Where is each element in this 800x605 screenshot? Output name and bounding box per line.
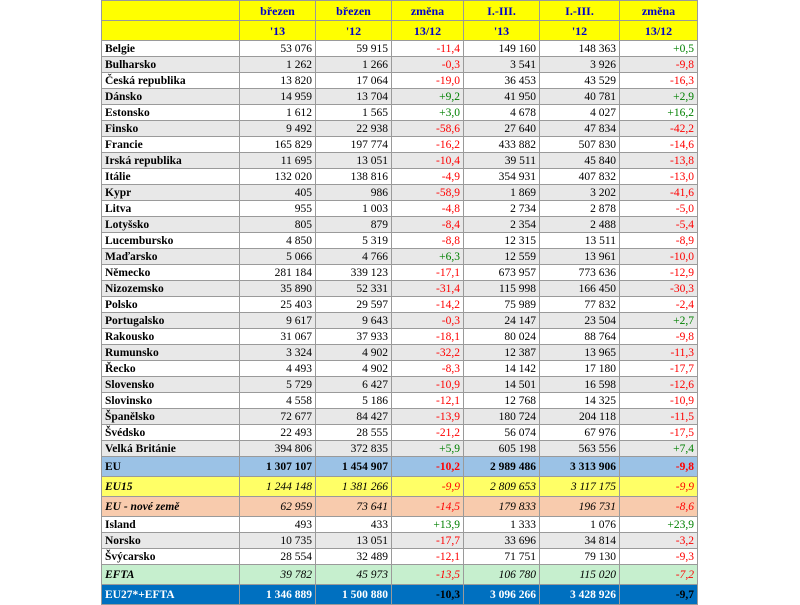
table-row <box>102 549 698 565</box>
country-name: Rakousko <box>102 329 240 345</box>
march-2013-value: 4 850 <box>240 233 316 249</box>
country-name: Finsko <box>102 121 240 137</box>
march-2013-value: 4 493 <box>240 361 316 377</box>
march-change-value: -58,9 <box>392 185 464 201</box>
march-2013-value: 1 346 889 <box>240 585 316 605</box>
march-change-value: -17,1 <box>392 265 464 281</box>
summary-row-eu27 <box>102 585 698 605</box>
ytd-2012-value: 407 832 <box>540 169 620 185</box>
march-2013-value: 53 076 <box>240 41 316 57</box>
march-change-value: -14,5 <box>392 497 464 517</box>
header-change-month-period: 13/12 <box>392 21 464 41</box>
march-change-value: -13,5 <box>392 565 464 585</box>
ytd-change-value: -9,8 <box>620 57 698 73</box>
march-2013-value: 955 <box>240 201 316 217</box>
table-row <box>102 281 698 297</box>
ytd-2012-value: 2 488 <box>540 217 620 233</box>
ytd-2012-value: 148 363 <box>540 41 620 57</box>
march-2012-value: 37 933 <box>316 329 392 345</box>
march-2012-value: 1 565 <box>316 105 392 121</box>
march-change-value: -31,4 <box>392 281 464 297</box>
march-2012-value: 28 555 <box>316 425 392 441</box>
march-2013-value: 1 262 <box>240 57 316 73</box>
header-ytd12: I.-III. <box>540 1 620 21</box>
ytd-change-value: -9,3 <box>620 549 698 565</box>
march-change-value: -9,9 <box>392 477 464 497</box>
march-change-value: -4,9 <box>392 169 464 185</box>
registrations-table-container <box>101 0 697 605</box>
header-ytd13: I.-III. <box>464 1 540 21</box>
country-name: Itálie <box>102 169 240 185</box>
march-2012-value: 4 902 <box>316 361 392 377</box>
ytd-2013-value: 71 751 <box>464 549 540 565</box>
march-change-value: -10,2 <box>392 457 464 477</box>
country-name: Belgie <box>102 41 240 57</box>
ytd-2013-value: 180 724 <box>464 409 540 425</box>
ytd-2013-value: 41 950 <box>464 89 540 105</box>
march-2013-value: 25 403 <box>240 297 316 313</box>
march-2012-value: 138 816 <box>316 169 392 185</box>
ytd-2012-value: 3 202 <box>540 185 620 201</box>
country-name: EU15 <box>102 477 240 497</box>
table-row <box>102 89 698 105</box>
ytd-2012-value: 2 878 <box>540 201 620 217</box>
ytd-change-value: -9,8 <box>620 329 698 345</box>
ytd-2012-value: 3 117 175 <box>540 477 620 497</box>
ytd-2013-value: 75 989 <box>464 297 540 313</box>
march-2012-value: 5 319 <box>316 233 392 249</box>
table-row <box>102 217 698 233</box>
ytd-2013-value: 433 882 <box>464 137 540 153</box>
ytd-2013-value: 56 074 <box>464 425 540 441</box>
ytd-2012-value: 3 428 926 <box>540 585 620 605</box>
table-row <box>102 201 698 217</box>
ytd-2012-value: 88 764 <box>540 329 620 345</box>
ytd-2013-value: 12 387 <box>464 345 540 361</box>
ytd-change-value: -17,7 <box>620 361 698 377</box>
ytd-change-value: +16,2 <box>620 105 698 121</box>
header-row-2 <box>102 21 698 41</box>
country-name: EU27*+EFTA <box>102 585 240 605</box>
march-2013-value: 3 324 <box>240 345 316 361</box>
table-row <box>102 361 698 377</box>
country-name: Lucembursko <box>102 233 240 249</box>
summary-row-efta <box>102 565 698 585</box>
table-body <box>102 41 698 605</box>
ytd-2012-value: 43 529 <box>540 73 620 89</box>
march-change-value: -18,1 <box>392 329 464 345</box>
table-row <box>102 409 698 425</box>
march-2012-value: 13 051 <box>316 533 392 549</box>
march-change-value: -12,1 <box>392 393 464 409</box>
march-2012-value: 4 902 <box>316 345 392 361</box>
table-row <box>102 313 698 329</box>
march-change-value: +9,2 <box>392 89 464 105</box>
ytd-change-value: +23,9 <box>620 517 698 533</box>
march-2013-value: 62 959 <box>240 497 316 517</box>
march-change-value: -17,7 <box>392 533 464 549</box>
march-2012-value: 1 003 <box>316 201 392 217</box>
table-row <box>102 441 698 457</box>
header-ytd12-year: '12 <box>540 21 620 41</box>
ytd-2013-value: 179 833 <box>464 497 540 517</box>
ytd-2012-value: 23 504 <box>540 313 620 329</box>
ytd-change-value: -11,5 <box>620 409 698 425</box>
country-name: Velká Británie <box>102 441 240 457</box>
table-row <box>102 121 698 137</box>
march-2013-value: 9 492 <box>240 121 316 137</box>
ytd-change-value: -16,3 <box>620 73 698 89</box>
country-name: Švédsko <box>102 425 240 441</box>
ytd-change-value: -12,9 <box>620 265 698 281</box>
ytd-2012-value: 40 781 <box>540 89 620 105</box>
summary-row-new <box>102 497 698 517</box>
country-name: EFTA <box>102 565 240 585</box>
table-row <box>102 329 698 345</box>
march-2012-value: 1 454 907 <box>316 457 392 477</box>
table-row <box>102 153 698 169</box>
ytd-2012-value: 115 020 <box>540 565 620 585</box>
march-change-value: -4,8 <box>392 201 464 217</box>
march-2013-value: 13 820 <box>240 73 316 89</box>
march-2013-value: 31 067 <box>240 329 316 345</box>
header-country-sub <box>102 21 240 41</box>
ytd-change-value: -9,9 <box>620 477 698 497</box>
march-2012-value: 13 051 <box>316 153 392 169</box>
march-2012-value: 73 641 <box>316 497 392 517</box>
march-2013-value: 14 959 <box>240 89 316 105</box>
march-change-value: -16,2 <box>392 137 464 153</box>
march-2012-value: 52 331 <box>316 281 392 297</box>
march-2012-value: 17 064 <box>316 73 392 89</box>
march-change-value: -8,3 <box>392 361 464 377</box>
march-change-value: -14,2 <box>392 297 464 313</box>
country-name: Španělsko <box>102 409 240 425</box>
ytd-2013-value: 1 869 <box>464 185 540 201</box>
ytd-2013-value: 24 147 <box>464 313 540 329</box>
ytd-change-value: -3,2 <box>620 533 698 549</box>
ytd-2012-value: 1 076 <box>540 517 620 533</box>
header-country <box>102 1 240 21</box>
march-2013-value: 5 066 <box>240 249 316 265</box>
country-name: Nizozemsko <box>102 281 240 297</box>
march-change-value: -13,9 <box>392 409 464 425</box>
march-2012-value: 1 266 <box>316 57 392 73</box>
ytd-change-value: -42,2 <box>620 121 698 137</box>
table-row <box>102 137 698 153</box>
country-name: Řecko <box>102 361 240 377</box>
march-change-value: -12,1 <box>392 549 464 565</box>
ytd-2012-value: 13 965 <box>540 345 620 361</box>
march-2013-value: 405 <box>240 185 316 201</box>
march-change-value: -0,3 <box>392 57 464 73</box>
march-change-value: -32,2 <box>392 345 464 361</box>
ytd-2012-value: 563 556 <box>540 441 620 457</box>
ytd-2013-value: 115 998 <box>464 281 540 297</box>
table-row <box>102 185 698 201</box>
march-2013-value: 1 307 107 <box>240 457 316 477</box>
country-name: Bulharsko <box>102 57 240 73</box>
march-change-value: +6,3 <box>392 249 464 265</box>
ytd-change-value: -13,8 <box>620 153 698 169</box>
ytd-change-value: -9,7 <box>620 585 698 605</box>
ytd-change-value: -41,6 <box>620 185 698 201</box>
summary-row-eu <box>102 457 698 477</box>
ytd-2013-value: 12 559 <box>464 249 540 265</box>
table-row <box>102 533 698 549</box>
table-row <box>102 169 698 185</box>
table-row <box>102 517 698 533</box>
country-name: Lotyšsko <box>102 217 240 233</box>
ytd-change-value: +2,7 <box>620 313 698 329</box>
country-name: Estonsko <box>102 105 240 121</box>
header-mar13-year: '13 <box>240 21 316 41</box>
country-name: Švýcarsko <box>102 549 240 565</box>
march-2012-value: 9 643 <box>316 313 392 329</box>
march-2012-value: 6 427 <box>316 377 392 393</box>
ytd-change-value: -8,9 <box>620 233 698 249</box>
country-name: Rumunsko <box>102 345 240 361</box>
table-row <box>102 297 698 313</box>
summary-row-eu15 <box>102 477 698 497</box>
march-change-value: +5,9 <box>392 441 464 457</box>
march-2012-value: 1 500 880 <box>316 585 392 605</box>
ytd-change-value: +0,5 <box>620 41 698 57</box>
header-ytd13-year: '13 <box>464 21 540 41</box>
march-change-value: -8,4 <box>392 217 464 233</box>
march-2012-value: 5 186 <box>316 393 392 409</box>
header-mar13: březen <box>240 1 316 21</box>
march-change-value: -10,3 <box>392 585 464 605</box>
ytd-change-value: +2,9 <box>620 89 698 105</box>
march-change-value: -10,9 <box>392 377 464 393</box>
ytd-change-value: -12,6 <box>620 377 698 393</box>
ytd-2012-value: 773 636 <box>540 265 620 281</box>
ytd-2013-value: 39 511 <box>464 153 540 169</box>
ytd-2013-value: 12 768 <box>464 393 540 409</box>
ytd-change-value: -5,0 <box>620 201 698 217</box>
march-2013-value: 10 735 <box>240 533 316 549</box>
ytd-2012-value: 3 313 906 <box>540 457 620 477</box>
ytd-2013-value: 2 809 653 <box>464 477 540 497</box>
march-2013-value: 72 677 <box>240 409 316 425</box>
march-2013-value: 9 617 <box>240 313 316 329</box>
march-2013-value: 28 554 <box>240 549 316 565</box>
ytd-2013-value: 605 198 <box>464 441 540 457</box>
march-2013-value: 394 806 <box>240 441 316 457</box>
march-2013-value: 35 890 <box>240 281 316 297</box>
ytd-2013-value: 673 957 <box>464 265 540 281</box>
ytd-2013-value: 36 453 <box>464 73 540 89</box>
country-name: Irská republika <box>102 153 240 169</box>
ytd-2012-value: 45 840 <box>540 153 620 169</box>
country-name: Polsko <box>102 297 240 313</box>
ytd-change-value: -2,4 <box>620 297 698 313</box>
ytd-change-value: -11,3 <box>620 345 698 361</box>
march-2012-value: 339 123 <box>316 265 392 281</box>
march-change-value: -10,4 <box>392 153 464 169</box>
country-name: Island <box>102 517 240 533</box>
ytd-change-value: -10,0 <box>620 249 698 265</box>
ytd-2013-value: 27 640 <box>464 121 540 137</box>
ytd-2012-value: 196 731 <box>540 497 620 517</box>
ytd-2012-value: 3 926 <box>540 57 620 73</box>
ytd-2012-value: 67 976 <box>540 425 620 441</box>
ytd-2012-value: 47 834 <box>540 121 620 137</box>
ytd-change-value: +7,4 <box>620 441 698 457</box>
march-2012-value: 986 <box>316 185 392 201</box>
march-2012-value: 32 489 <box>316 549 392 565</box>
march-2012-value: 59 915 <box>316 41 392 57</box>
country-name: Německo <box>102 265 240 281</box>
table-row <box>102 73 698 89</box>
ytd-2013-value: 2 989 486 <box>464 457 540 477</box>
country-name: Slovensko <box>102 377 240 393</box>
march-change-value: -8,8 <box>392 233 464 249</box>
header-change-ytd: změna <box>620 1 698 21</box>
ytd-change-value: -5,4 <box>620 217 698 233</box>
ytd-2012-value: 13 511 <box>540 233 620 249</box>
ytd-2012-value: 79 130 <box>540 549 620 565</box>
ytd-2013-value: 2 354 <box>464 217 540 233</box>
ytd-2012-value: 4 027 <box>540 105 620 121</box>
ytd-2012-value: 34 814 <box>540 533 620 549</box>
march-2013-value: 281 184 <box>240 265 316 281</box>
ytd-2013-value: 14 501 <box>464 377 540 393</box>
march-2012-value: 13 704 <box>316 89 392 105</box>
ytd-change-value: -17,5 <box>620 425 698 441</box>
ytd-2012-value: 166 450 <box>540 281 620 297</box>
ytd-change-value: -30,3 <box>620 281 698 297</box>
ytd-2012-value: 507 830 <box>540 137 620 153</box>
header-row-1 <box>102 1 698 21</box>
ytd-2013-value: 354 931 <box>464 169 540 185</box>
table-row <box>102 57 698 73</box>
country-name: EU <box>102 457 240 477</box>
header-change-month: změna <box>392 1 464 21</box>
march-2013-value: 165 829 <box>240 137 316 153</box>
country-name: Norsko <box>102 533 240 549</box>
march-2012-value: 29 597 <box>316 297 392 313</box>
ytd-2013-value: 4 678 <box>464 105 540 121</box>
table-row <box>102 425 698 441</box>
table-row <box>102 233 698 249</box>
march-2012-value: 1 381 266 <box>316 477 392 497</box>
march-2012-value: 4 766 <box>316 249 392 265</box>
header-change-ytd-period: 13/12 <box>620 21 698 41</box>
march-2012-value: 45 973 <box>316 565 392 585</box>
march-2013-value: 132 020 <box>240 169 316 185</box>
march-change-value: -19,0 <box>392 73 464 89</box>
march-change-value: -0,3 <box>392 313 464 329</box>
table-row <box>102 265 698 281</box>
ytd-2013-value: 1 333 <box>464 517 540 533</box>
ytd-2012-value: 17 180 <box>540 361 620 377</box>
march-2013-value: 1 612 <box>240 105 316 121</box>
ytd-2012-value: 204 118 <box>540 409 620 425</box>
table-row <box>102 41 698 57</box>
ytd-change-value: -14,6 <box>620 137 698 153</box>
header-mar12: březen <box>316 1 392 21</box>
march-2013-value: 11 695 <box>240 153 316 169</box>
registrations-table <box>101 0 698 605</box>
ytd-2013-value: 33 696 <box>464 533 540 549</box>
ytd-2013-value: 14 142 <box>464 361 540 377</box>
table-row <box>102 105 698 121</box>
ytd-2013-value: 3 096 266 <box>464 585 540 605</box>
ytd-2013-value: 3 541 <box>464 57 540 73</box>
march-2013-value: 22 493 <box>240 425 316 441</box>
ytd-2012-value: 77 832 <box>540 297 620 313</box>
table-row <box>102 345 698 361</box>
march-2013-value: 5 729 <box>240 377 316 393</box>
ytd-change-value: -10,9 <box>620 393 698 409</box>
march-change-value: -11,4 <box>392 41 464 57</box>
ytd-change-value: -13,0 <box>620 169 698 185</box>
header-mar12-year: '12 <box>316 21 392 41</box>
march-change-value: +3,0 <box>392 105 464 121</box>
country-name: Portugalsko <box>102 313 240 329</box>
country-name: EU - nové země <box>102 497 240 517</box>
country-name: Dánsko <box>102 89 240 105</box>
country-name: Česká republika <box>102 73 240 89</box>
ytd-2012-value: 13 961 <box>540 249 620 265</box>
table-row <box>102 393 698 409</box>
march-2013-value: 4 558 <box>240 393 316 409</box>
march-change-value: -21,2 <box>392 425 464 441</box>
country-name: Slovinsko <box>102 393 240 409</box>
march-2012-value: 22 938 <box>316 121 392 137</box>
march-2013-value: 39 782 <box>240 565 316 585</box>
table-row <box>102 377 698 393</box>
ytd-2013-value: 12 315 <box>464 233 540 249</box>
ytd-2012-value: 16 598 <box>540 377 620 393</box>
march-change-value: +13,9 <box>392 517 464 533</box>
ytd-change-value: -8,6 <box>620 497 698 517</box>
country-name: Kypr <box>102 185 240 201</box>
ytd-change-value: -7,2 <box>620 565 698 585</box>
march-2012-value: 879 <box>316 217 392 233</box>
march-2013-value: 805 <box>240 217 316 233</box>
table-row <box>102 249 698 265</box>
ytd-2013-value: 149 160 <box>464 41 540 57</box>
march-change-value: -58,6 <box>392 121 464 137</box>
march-2012-value: 433 <box>316 517 392 533</box>
march-2013-value: 493 <box>240 517 316 533</box>
country-name: Maďarsko <box>102 249 240 265</box>
march-2012-value: 197 774 <box>316 137 392 153</box>
ytd-2012-value: 14 325 <box>540 393 620 409</box>
march-2013-value: 1 244 148 <box>240 477 316 497</box>
ytd-2013-value: 106 780 <box>464 565 540 585</box>
ytd-change-value: -9,8 <box>620 457 698 477</box>
table-header <box>102 1 698 41</box>
ytd-2013-value: 2 734 <box>464 201 540 217</box>
march-2012-value: 372 835 <box>316 441 392 457</box>
ytd-2013-value: 80 024 <box>464 329 540 345</box>
country-name: Litva <box>102 201 240 217</box>
march-2012-value: 84 427 <box>316 409 392 425</box>
country-name: Francie <box>102 137 240 153</box>
